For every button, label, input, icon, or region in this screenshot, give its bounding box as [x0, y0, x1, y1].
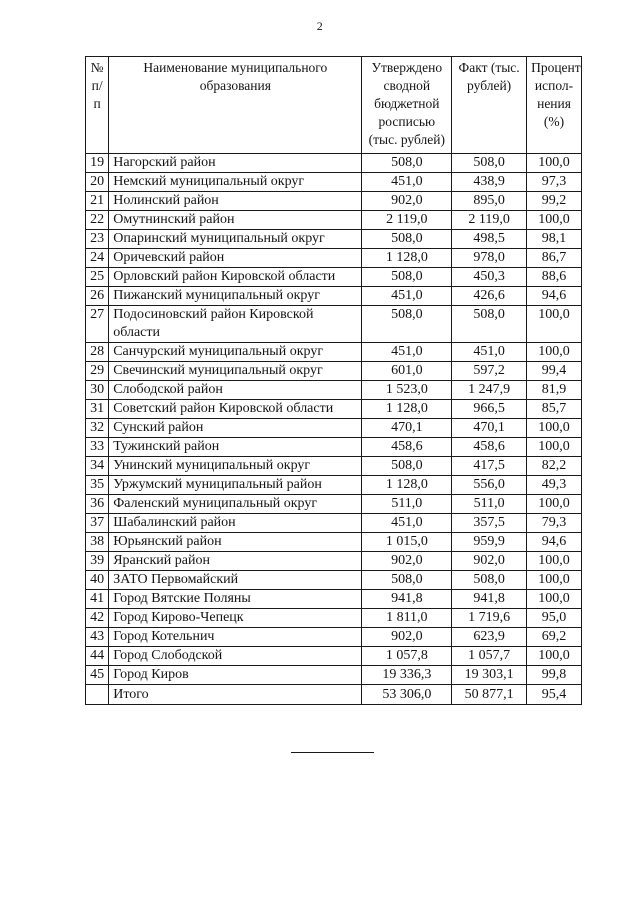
row-approved-budget: 508,0 [362, 268, 452, 287]
row-number: 32 [86, 419, 109, 438]
row-execution-percent: 99,2 [527, 192, 582, 211]
row-fact: 417,5 [452, 457, 527, 476]
row-municipality-name: Немский муниципальный округ [109, 173, 362, 192]
table-row [86, 609, 582, 628]
row-execution-percent: 100,0 [527, 343, 582, 362]
row-fact: 450,3 [452, 268, 527, 287]
row-execution-percent: 86,7 [527, 249, 582, 268]
row-fact: 508,0 [452, 154, 527, 173]
row-fact: 959,9 [452, 533, 527, 552]
row-municipality-name: Яранский район [109, 552, 362, 571]
row-execution-percent: 69,2 [527, 628, 582, 647]
row-municipality-name: Юрьянский район [109, 533, 362, 552]
row-execution-percent: 100,0 [527, 647, 582, 666]
row-approved-budget: 451,0 [362, 514, 452, 533]
total-approved-budget: 53 306,0 [362, 685, 452, 705]
table-row [86, 154, 582, 173]
row-execution-percent: 100,0 [527, 419, 582, 438]
row-execution-percent: 99,8 [527, 666, 582, 685]
row-number: 39 [86, 552, 109, 571]
table-row [86, 287, 582, 306]
row-number: 23 [86, 230, 109, 249]
row-execution-percent: 49,3 [527, 476, 582, 495]
table-row [86, 419, 582, 438]
row-execution-percent: 99,4 [527, 362, 582, 381]
row-municipality-name: Город Вятские Поляны [109, 590, 362, 609]
row-number: 19 [86, 154, 109, 173]
row-fact: 1 057,7 [452, 647, 527, 666]
row-number: 43 [86, 628, 109, 647]
row-fact: 470,1 [452, 419, 527, 438]
table-header [86, 57, 582, 154]
budget-execution-table [85, 56, 582, 705]
total-fact: 50 877,1 [452, 685, 527, 705]
row-approved-budget: 1 523,0 [362, 381, 452, 400]
row-number: 28 [86, 343, 109, 362]
row-approved-budget: 2 119,0 [362, 211, 452, 230]
row-municipality-name: Советский район Кировской области [109, 400, 362, 419]
header-number: № п/п [86, 57, 109, 154]
row-approved-budget: 902,0 [362, 552, 452, 571]
row-number: 26 [86, 287, 109, 306]
row-fact: 508,0 [452, 306, 527, 343]
row-fact: 941,8 [452, 590, 527, 609]
row-fact: 438,9 [452, 173, 527, 192]
table-row [86, 647, 582, 666]
row-execution-percent: 100,0 [527, 571, 582, 590]
row-number: 36 [86, 495, 109, 514]
row-municipality-name: Омутнинский район [109, 211, 362, 230]
table-row [86, 249, 582, 268]
row-number: 33 [86, 438, 109, 457]
row-municipality-name: Слободской район [109, 381, 362, 400]
header-approved-budget: Утверждено сводной бюджетной росписью (тыс. рублей) [362, 57, 452, 154]
table-header-row [86, 57, 582, 154]
row-number: 30 [86, 381, 109, 400]
row-municipality-name: Шабалинский район [109, 514, 362, 533]
row-number: 29 [86, 362, 109, 381]
row-approved-budget: 470,1 [362, 419, 452, 438]
row-approved-budget: 1 057,8 [362, 647, 452, 666]
row-number: 37 [86, 514, 109, 533]
header-execution-percent: Процент испол-нения (%) [527, 57, 582, 154]
table-row [86, 173, 582, 192]
row-fact: 895,0 [452, 192, 527, 211]
row-approved-budget: 458,6 [362, 438, 452, 457]
row-execution-percent: 94,6 [527, 287, 582, 306]
page-number: 2 [316, 19, 324, 33]
row-approved-budget: 511,0 [362, 495, 452, 514]
row-number: 40 [86, 571, 109, 590]
header-municipality-name: Наименование муниципального образования [109, 57, 362, 154]
row-approved-budget: 451,0 [362, 173, 452, 192]
row-municipality-name: Пижанский муниципальный округ [109, 287, 362, 306]
row-municipality-name: Уржумский муниципальный район [109, 476, 362, 495]
row-fact: 451,0 [452, 343, 527, 362]
row-fact: 597,2 [452, 362, 527, 381]
table-row [86, 666, 582, 685]
row-fact: 1 719,6 [452, 609, 527, 628]
row-execution-percent: 79,3 [527, 514, 582, 533]
table-row [86, 476, 582, 495]
row-number: 25 [86, 268, 109, 287]
row-execution-percent: 97,3 [527, 173, 582, 192]
row-execution-percent: 100,0 [527, 495, 582, 514]
table-row [86, 457, 582, 476]
total-execution-percent: 95,4 [527, 685, 582, 705]
row-number: 41 [86, 590, 109, 609]
total-number-cell [86, 685, 109, 705]
row-number: 20 [86, 173, 109, 192]
row-approved-budget: 19 336,3 [362, 666, 452, 685]
row-municipality-name: Город Киров [109, 666, 362, 685]
row-number: 45 [86, 666, 109, 685]
row-fact: 458,6 [452, 438, 527, 457]
row-approved-budget: 1 128,0 [362, 400, 452, 419]
table-row [86, 230, 582, 249]
row-fact: 508,0 [452, 571, 527, 590]
row-execution-percent: 85,7 [527, 400, 582, 419]
row-municipality-name: Город Котельнич [109, 628, 362, 647]
row-fact: 978,0 [452, 249, 527, 268]
row-approved-budget: 508,0 [362, 154, 452, 173]
table-row [86, 192, 582, 211]
table-row [86, 362, 582, 381]
row-number: 21 [86, 192, 109, 211]
row-fact: 426,6 [452, 287, 527, 306]
table-row [86, 495, 582, 514]
table-row [86, 590, 582, 609]
row-municipality-name: Оричевский район [109, 249, 362, 268]
row-municipality-name: Сунский район [109, 419, 362, 438]
row-number: 27 [86, 306, 109, 343]
header-fact: Факт (тыс. рублей) [452, 57, 527, 154]
row-fact: 902,0 [452, 552, 527, 571]
row-municipality-name: Свечинский муниципальный округ [109, 362, 362, 381]
row-municipality-name: Город Кирово-Чепецк [109, 609, 362, 628]
row-execution-percent: 95,0 [527, 609, 582, 628]
table-row [86, 343, 582, 362]
row-approved-budget: 601,0 [362, 362, 452, 381]
row-municipality-name: Опаринский муниципальный округ [109, 230, 362, 249]
row-approved-budget: 451,0 [362, 343, 452, 362]
row-execution-percent: 88,6 [527, 268, 582, 287]
table-body [86, 154, 582, 705]
row-number: 44 [86, 647, 109, 666]
row-number: 38 [86, 533, 109, 552]
row-approved-budget: 1 128,0 [362, 476, 452, 495]
row-execution-percent: 100,0 [527, 306, 582, 343]
row-fact: 623,9 [452, 628, 527, 647]
row-approved-budget: 941,8 [362, 590, 452, 609]
closing-divider-line [291, 752, 374, 753]
table-row [86, 628, 582, 647]
row-municipality-name: Подосиновский район Кировской области [109, 306, 362, 343]
row-municipality-name: Фаленский муниципальный округ [109, 495, 362, 514]
row-approved-budget: 508,0 [362, 457, 452, 476]
row-approved-budget: 508,0 [362, 306, 452, 343]
row-municipality-name: Орловский район Кировской области [109, 268, 362, 287]
row-approved-budget: 902,0 [362, 628, 452, 647]
row-fact: 498,5 [452, 230, 527, 249]
row-fact: 511,0 [452, 495, 527, 514]
table-row [86, 514, 582, 533]
row-execution-percent: 100,0 [527, 438, 582, 457]
table-row [86, 533, 582, 552]
row-execution-percent: 81,9 [527, 381, 582, 400]
row-number: 24 [86, 249, 109, 268]
row-execution-percent: 98,1 [527, 230, 582, 249]
table-row [86, 571, 582, 590]
row-approved-budget: 1 015,0 [362, 533, 452, 552]
total-label: Итого [109, 685, 362, 705]
table-row [86, 552, 582, 571]
row-approved-budget: 508,0 [362, 230, 452, 249]
row-municipality-name: Санчурский муниципальный округ [109, 343, 362, 362]
row-municipality-name: Нолинский район [109, 192, 362, 211]
table-row [86, 211, 582, 230]
row-number: 22 [86, 211, 109, 230]
row-execution-percent: 100,0 [527, 590, 582, 609]
row-execution-percent: 82,2 [527, 457, 582, 476]
row-municipality-name: Тужинский район [109, 438, 362, 457]
row-number: 31 [86, 400, 109, 419]
table-row [86, 400, 582, 419]
row-fact: 556,0 [452, 476, 527, 495]
row-municipality-name: Город Слободской [109, 647, 362, 666]
row-municipality-name: Нагорский район [109, 154, 362, 173]
table-row [86, 268, 582, 287]
row-number: 42 [86, 609, 109, 628]
row-approved-budget: 451,0 [362, 287, 452, 306]
table-row [86, 438, 582, 457]
table-row [86, 306, 582, 343]
row-fact: 19 303,1 [452, 666, 527, 685]
row-number: 34 [86, 457, 109, 476]
row-execution-percent: 100,0 [527, 211, 582, 230]
row-execution-percent: 100,0 [527, 154, 582, 173]
table-total-row [86, 685, 582, 705]
row-approved-budget: 1 128,0 [362, 249, 452, 268]
table-row [86, 381, 582, 400]
row-approved-budget: 508,0 [362, 571, 452, 590]
row-municipality-name: ЗАТО Первомайский [109, 571, 362, 590]
row-municipality-name: Унинский муниципальный округ [109, 457, 362, 476]
row-approved-budget: 1 811,0 [362, 609, 452, 628]
row-execution-percent: 94,6 [527, 533, 582, 552]
row-execution-percent: 100,0 [527, 552, 582, 571]
row-number: 35 [86, 476, 109, 495]
row-fact: 966,5 [452, 400, 527, 419]
row-fact: 2 119,0 [452, 211, 527, 230]
row-fact: 1 247,9 [452, 381, 527, 400]
row-fact: 357,5 [452, 514, 527, 533]
row-approved-budget: 902,0 [362, 192, 452, 211]
